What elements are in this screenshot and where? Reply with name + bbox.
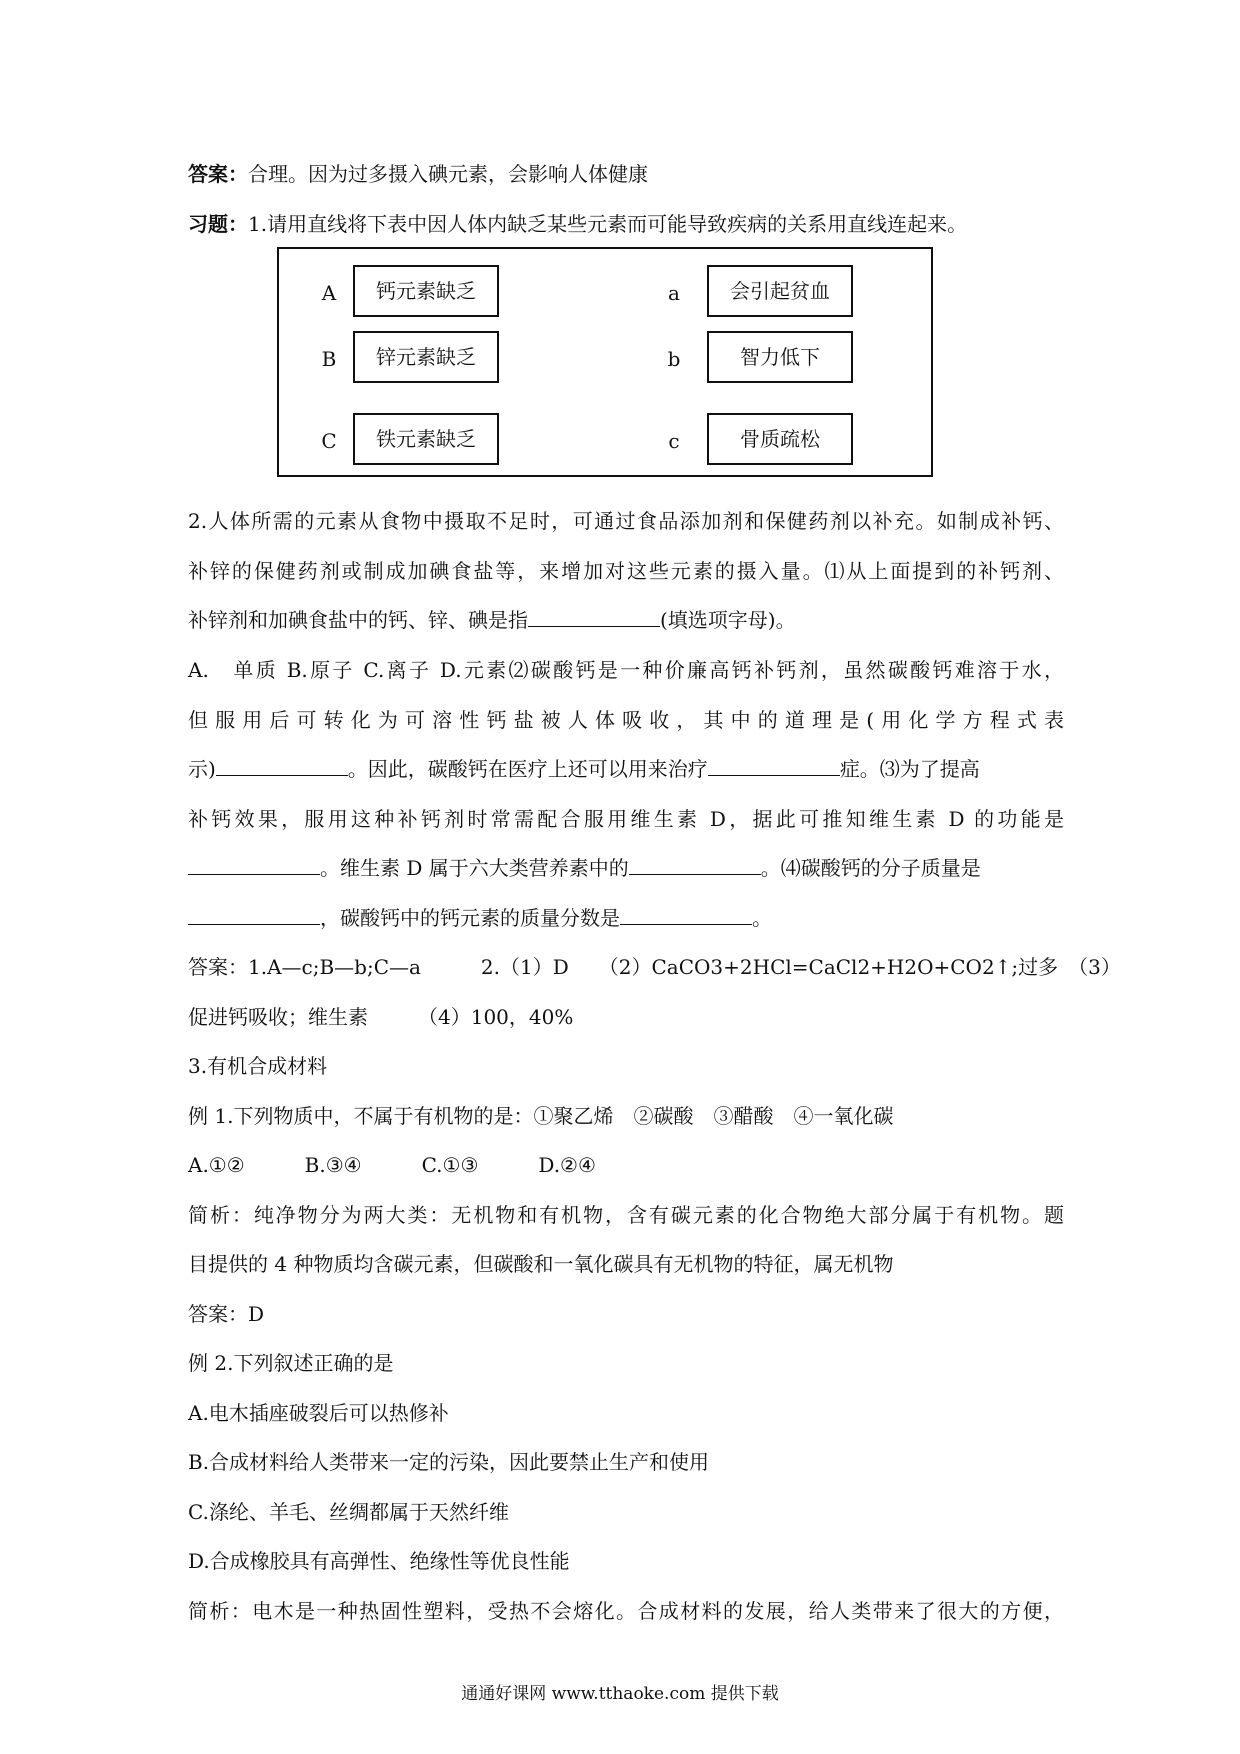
left-cell-calcium: 钙元素缺乏 bbox=[353, 265, 499, 317]
q2-line-9-text-c: 。 bbox=[752, 906, 772, 930]
answer-line-1 bbox=[188, 160, 1064, 188]
matching-table bbox=[277, 247, 933, 477]
example-2-question: 例 2.下列叙述正确的是 bbox=[188, 1351, 394, 1375]
left-cell-iron: 铁元素缺乏 bbox=[353, 413, 499, 465]
answer-blank-2[interactable] bbox=[216, 757, 348, 776]
q2-line-8-text-c: 。⑷碳酸钙的分子质量是 bbox=[760, 856, 981, 880]
q2-line-3-hint: (填选项字母)。 bbox=[660, 608, 796, 632]
q2-line-2: 补锌的保健药剂或制成加碘食盐等，来增加对这些元素的摄入量。⑴从上面提到的补钙剂、 bbox=[188, 559, 1064, 583]
answer-3: 答案：D bbox=[188, 1302, 265, 1326]
answer-label: 答案： bbox=[188, 162, 248, 186]
q2-line-8-text-b: 。维生素 D 属于六大类营养素中的 bbox=[320, 856, 629, 880]
right-cell-osteoporosis: 骨质疏松 bbox=[707, 413, 853, 465]
section-3-heading: 3.有机合成材料 bbox=[188, 1054, 328, 1078]
answers-line-2: 促进钙吸收；维生素 （4）100，40% bbox=[188, 1005, 574, 1029]
answer-blank-6[interactable] bbox=[188, 906, 320, 925]
q2-line-3-text: 补锌剂和加碘食盐中的钙、锌、碘是指 bbox=[188, 608, 528, 632]
analysis-1-line-1: 简析：纯净物分为两大类：无机物和有机物，含有碳元素的化合物绝大部分属于有机物。题 bbox=[188, 1203, 1064, 1227]
q2-line-9-text-b: ，碳酸钙中的钙元素的质量分数是 bbox=[320, 906, 620, 930]
right-cell-intellect: 智力低下 bbox=[707, 331, 853, 383]
answer-blank-5[interactable] bbox=[629, 856, 761, 875]
exercise-line-1 bbox=[188, 210, 1064, 238]
example-2-option-a: A.电木插座破裂后可以热修补 bbox=[188, 1401, 449, 1425]
answers-line-1: 答案：1.A—c;B—b;C—a 2.（1）D （2）CaCO3+2HCl=CaCl2+H2O+CO2↑;过多 （3） bbox=[188, 955, 1121, 979]
q2-line-4: A. 单质 B.原子 C.离子 D.元素⑵碳酸钙是一种价廉高钙补钙剂，虽然碳酸钙难溶于水， bbox=[188, 658, 1064, 682]
example-2-option-c: C.涤纶、羊毛、丝绸都属于天然纤维 bbox=[188, 1500, 509, 1524]
q2-line-6-text-c: 症。⑶为了提高 bbox=[839, 757, 980, 781]
exercise-text: 1.请用直线将下表中因人体内缺乏某些元素而可能导致疾病的关系用直线连起来。 bbox=[248, 212, 968, 236]
analysis-1-line-2: 目提供的 4 种物质均含碳元素，但碳酸和一氧化碳具有无机物的特征，属无机物 bbox=[188, 1252, 894, 1276]
answer-blank-7[interactable] bbox=[620, 906, 752, 925]
answer-blank-4[interactable] bbox=[188, 856, 320, 875]
left-letter-a: A bbox=[321, 281, 337, 305]
left-letter-b: B bbox=[321, 347, 337, 371]
exercise-label: 习题： bbox=[188, 212, 248, 236]
example-2-option-d: D.合成橡胶具有高弹性、绝缘性等优良性能 bbox=[188, 1549, 570, 1573]
q2-line-6-text-a: 示) bbox=[188, 757, 216, 781]
example-1-options: A.①② B.③④ C.①③ D.②④ bbox=[188, 1153, 596, 1177]
answer-text: 合理。因为过多摄入碘元素，会影响人体健康 bbox=[248, 162, 648, 186]
right-letter-a: a bbox=[668, 281, 680, 305]
q2-line-6-text-b: 。因此，碳酸钙在医疗上还可以用来治疗 bbox=[347, 757, 708, 781]
right-letter-c: c bbox=[668, 429, 680, 453]
q2-line-6 bbox=[188, 755, 1064, 783]
right-cell-anemia: 会引起贫血 bbox=[707, 265, 853, 317]
right-letter-b: b bbox=[667, 347, 681, 371]
q2-line-7: 补钙效果，服用这种补钙剂时常需配合服用维生素 D，据此可推知维生素 D 的功能是 bbox=[188, 807, 1064, 831]
example-1-question: 例 1.下列物质中，不属于有机物的是：①聚乙烯 ②碳酸 ③醋酸 ④一氧化碳 bbox=[188, 1104, 894, 1128]
answer-blank-3[interactable] bbox=[708, 757, 840, 776]
q2-line-9 bbox=[188, 904, 1064, 932]
q2-line-3 bbox=[188, 606, 1064, 634]
left-letter-c: C bbox=[321, 429, 337, 453]
page-footer: 通通好课网 www.tthaoke.com 提供下载 bbox=[461, 1684, 779, 1704]
answer-blank-1[interactable] bbox=[528, 608, 660, 627]
example-2-option-b: B.合成材料给人类带来一定的污染，因此要禁止生产和使用 bbox=[188, 1450, 710, 1474]
q2-line-8 bbox=[188, 854, 1064, 882]
q2-line-5: 但服用后可转化为可溶性钙盐被人体吸收，其中的道理是(用化学方程式表 bbox=[188, 708, 1064, 732]
q2-line-1: 2.人体所需的元素从食物中摄取不足时，可通过食品添加剂和保健药剂以补充。如制成补钙、 bbox=[188, 509, 1064, 533]
analysis-2-line-1: 简析：电木是一种热固性塑料，受热不会熔化。合成材料的发展，给人类带来了很大的方便， bbox=[188, 1599, 1064, 1623]
left-cell-zinc: 锌元素缺乏 bbox=[353, 331, 499, 383]
